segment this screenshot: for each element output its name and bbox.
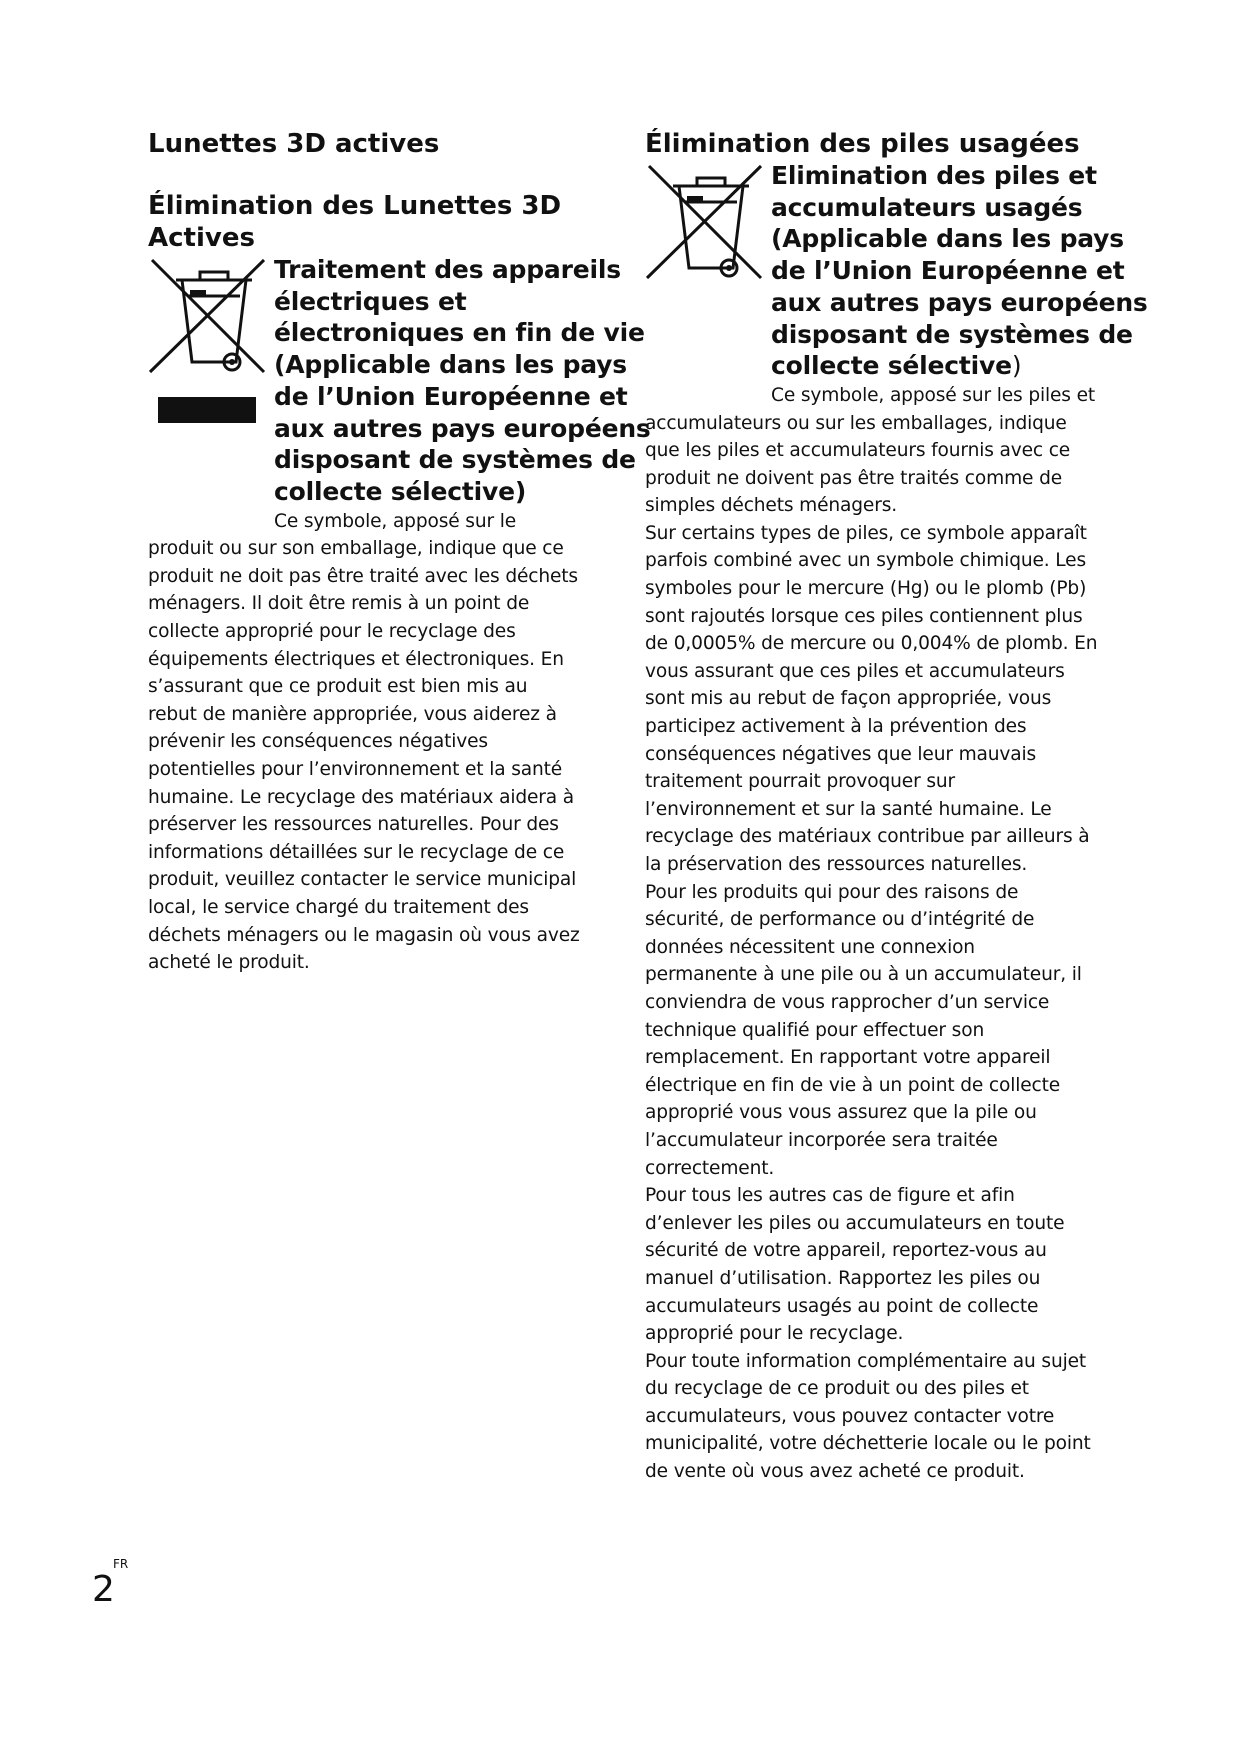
body-line: correctement. xyxy=(645,1157,775,1179)
body-line: humaine. Le recyclage des matériaux aidera à xyxy=(148,786,575,808)
body-line: Ce symbole, apposé sur le xyxy=(274,510,517,532)
crossed-out-bin-icon xyxy=(148,258,266,378)
body-line: technique qualifié pour effectuer son xyxy=(645,1019,985,1041)
body-line: de 0,0005% de mercure ou 0,004% de plomb. En xyxy=(645,633,1098,655)
body-line: recyclage des matériaux contribue par ailleurs à xyxy=(645,826,1090,848)
body-line: informations détaillées sur le recyclage de ce xyxy=(148,841,565,863)
body-line: l’environnement et sur la santé humaine. Le xyxy=(645,798,1052,820)
body-line: symboles pour le mercure (Hg) ou le plomb (Pb) xyxy=(645,578,1087,600)
body-line: conviendra de vous rapprocher d’un service xyxy=(645,991,1050,1013)
body-line: vous assurant que ces piles et accumulateurs xyxy=(645,660,1065,682)
heading-line: disposant de systèmes de xyxy=(274,445,636,475)
left-column xyxy=(148,128,651,977)
body-line: approprié pour le recyclage. xyxy=(645,1323,904,1345)
heading-line: de l’Union Européenne et xyxy=(274,381,628,411)
body-line: Pour tous les autres cas de figure et afin xyxy=(645,1185,1015,1207)
section-subtitle: Élimination des Lunettes 3D Actives xyxy=(148,191,562,253)
section-title: Élimination des piles usagées xyxy=(645,129,1080,159)
body-line: traitement pourrait provoquer sur xyxy=(645,771,955,793)
separate-collection-bar xyxy=(158,397,256,423)
body-line: rebut de manière appropriée, vous aiderez à xyxy=(148,703,557,725)
body-line: accumulateurs, vous pouvez contacter votre xyxy=(645,1405,1055,1427)
battery-notice xyxy=(645,160,1148,1486)
body-line: parfois combiné avec un symbole chimique. Les xyxy=(645,550,1086,572)
page-number: 2 xyxy=(92,1569,115,1610)
body-line: que les piles et accumulateurs fournis avec ce xyxy=(645,440,1071,462)
body-line: Sur certains types de piles, ce symbole apparaît xyxy=(645,522,1087,544)
body-line: remplacement. En rapportant votre appareil xyxy=(645,1047,1051,1069)
body-line: sécurité de votre appareil, reportez-vous au xyxy=(645,1240,1047,1262)
body-line: approprié vous vous assurez que la pile ou xyxy=(645,1102,1037,1124)
body-line: collecte approprié pour le recyclage des xyxy=(148,621,516,642)
body-line: Pour les produits qui pour des raisons de xyxy=(645,881,1019,903)
heading-line: (Applicable dans les pays xyxy=(771,224,1124,254)
heading-line: disposant de systèmes de xyxy=(771,319,1133,349)
body-line: accumulateurs ou sur les emballages, indique xyxy=(645,412,1067,434)
body-line: local, le service chargé du traitement des xyxy=(148,896,529,918)
body-line: manuel d’utilisation. Rapportez les piles ou xyxy=(645,1267,1041,1289)
body-line: électrique en fin de vie à un point de collecte xyxy=(645,1074,1061,1096)
body-line: Pour toute information complémentaire au sujet xyxy=(645,1350,1087,1372)
heading-line: électroniques en fin de vie xyxy=(274,318,645,348)
body-line: l’accumulateur incorporée sera traitée xyxy=(645,1129,998,1151)
body-line: préserver les ressources naturelles. Pour des xyxy=(148,814,559,836)
heading-line: Elimination des piles et xyxy=(771,161,1097,190)
body-line: produit, veuillez contacter le service municipal xyxy=(148,869,577,891)
body-line: produit ou sur son emballage, indique que ce xyxy=(148,538,564,560)
page-language-code: FR xyxy=(113,1557,129,1571)
heading-line: aux autres pays européens xyxy=(274,413,651,443)
body-line: produit ne doit pas être traité avec les déchets xyxy=(148,565,578,587)
body-line: produit ne doivent pas être traités comme de xyxy=(645,467,1063,489)
body-line: la préservation des ressources naturelles. xyxy=(645,854,1028,876)
body-line: données nécessitent une connexion xyxy=(645,936,975,958)
body-line: conséquences négatives que leur mauvais xyxy=(645,743,1037,765)
heading-line xyxy=(771,350,1105,382)
body-line: acheté le produit. xyxy=(148,952,310,974)
body-line: participez activement à la prévention des xyxy=(645,716,1027,738)
crossed-out-bin-icon xyxy=(645,164,763,284)
right-column xyxy=(645,128,1148,1486)
body-line: d’enlever les piles ou accumulateurs en toute xyxy=(645,1212,1065,1234)
body-line: Ce symbole, apposé sur les piles et xyxy=(771,384,1096,406)
section-title: Lunettes 3D actives xyxy=(148,129,440,159)
body-line: simples déchets ménagers. xyxy=(645,495,898,517)
heading-line: de l’Union Européenne et xyxy=(771,256,1125,286)
body-line: permanente à une pile ou à un accumulateur, il xyxy=(645,964,1082,986)
heading-close-paren: ) xyxy=(1011,351,1022,381)
body-line: du recyclage de ce produit ou des piles et xyxy=(645,1378,1029,1400)
body-line: potentielles pour l’environnement et la santé xyxy=(148,758,563,780)
body-line: ménagers. Il doit être remis à un point de xyxy=(148,593,530,615)
heading-line: collecte sélective) xyxy=(274,476,527,506)
body-line: déchets ménagers ou le magasin où vous avez xyxy=(148,924,580,946)
heading-last-line: collecte sélective xyxy=(771,351,1012,381)
body-line: sont mis au rebut de façon appropriée, vous xyxy=(645,688,1052,710)
heading-line: Traitement des appareils xyxy=(274,255,621,284)
body-line: prévenir les conséquences négatives xyxy=(148,731,488,753)
body-line: sont rajoutés lorsque ces piles contiennent plus xyxy=(645,605,1083,627)
heading-line: aux autres pays européens xyxy=(771,287,1148,317)
weee-notice xyxy=(148,254,651,977)
body-line: s’assurant que ce produit est bien mis au xyxy=(148,676,528,698)
heading-line: accumulateurs usagés xyxy=(771,192,1083,222)
heading-line: (Applicable dans les pays xyxy=(274,350,627,380)
body-line: équipements électriques et électroniques. En xyxy=(148,648,564,670)
body-line: sécurité, de performance ou d’intégrité de xyxy=(645,909,1035,931)
heading-line: électriques et xyxy=(274,286,467,316)
body-line: de vente où vous avez acheté ce produit. xyxy=(645,1461,1025,1483)
body-line: municipalité, votre déchetterie locale ou le point xyxy=(645,1433,1091,1455)
body-line: accumulateurs usagés au point de collecte xyxy=(645,1295,1039,1317)
